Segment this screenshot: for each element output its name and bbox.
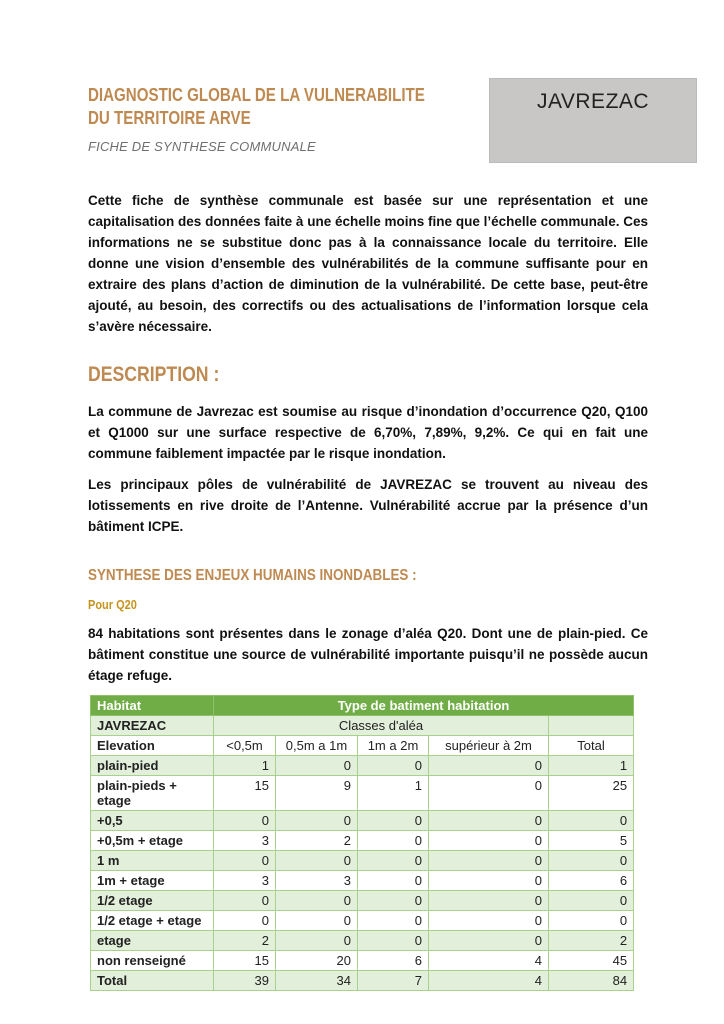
cell-value: 0 — [549, 891, 634, 911]
cell-value: 0 — [276, 891, 358, 911]
cell-value: 3 — [214, 871, 276, 891]
cell-value: 1 — [549, 756, 634, 776]
header-col-sup-2m: supérieur à 2m — [429, 736, 549, 756]
table-row — [91, 776, 634, 811]
cell-value: 1 — [358, 776, 429, 811]
table-header-row-1 — [91, 696, 634, 716]
row-label: 1 m — [91, 851, 214, 871]
cell-value: 0 — [429, 851, 549, 871]
cell-value: 25 — [549, 776, 634, 811]
page-header — [0, 0, 724, 163]
cell-value: 3 — [214, 831, 276, 851]
cell-value: 0 — [429, 911, 549, 931]
row-label: +0,5 — [91, 811, 214, 831]
row-label: etage — [91, 931, 214, 951]
header-elevation: Elevation — [91, 736, 214, 756]
cell-value: 0 — [358, 811, 429, 831]
cell-value: 0 — [276, 811, 358, 831]
table-row — [91, 951, 634, 971]
cell-value: 45 — [549, 951, 634, 971]
description-heading: DESCRIPTION : — [88, 363, 220, 386]
table-row — [91, 911, 634, 931]
cell-value: 6 — [549, 871, 634, 891]
row-label: 1/2 etage — [91, 891, 214, 911]
cell-value: 0 — [358, 756, 429, 776]
cell-value: 1 — [214, 756, 276, 776]
description-paragraph-1: La commune de Javrezac est soumise au risque d’inondation d’occurrence Q20, Q100 et Q1000 sur une surface respective de 6,70%, 7,89%, 9,2%. Ce qui en fait une commune faiblement impactée par le risque inondation. — [88, 404, 648, 461]
row-label: +0,5m + etage — [91, 831, 214, 851]
cell-value: 34 — [276, 971, 358, 991]
cell-value: 9 — [276, 776, 358, 811]
synthese-heading: SYNTHESE DES ENJEUX HUMAINS INONDABLES : — [88, 567, 417, 584]
cell-value: 39 — [214, 971, 276, 991]
row-label: plain-pieds + etage — [91, 776, 214, 811]
header-habitat: Habitat — [91, 696, 214, 716]
cell-value: 0 — [549, 811, 634, 831]
table-row — [91, 756, 634, 776]
header-type-batiment: Type de batiment habitation — [214, 696, 634, 716]
cell-value: 0 — [276, 931, 358, 951]
description-paragraph-2: Les principaux pôles de vulnérabilité de JAVREZAC se trouvent au niveau des lotissements en rive droite de l’Antenne. Vulnérabilité accrue par la présence d’un bâtiment ICPE. — [88, 477, 648, 534]
cell-value: 2 — [214, 931, 276, 951]
cell-value: 0 — [429, 871, 549, 891]
row-label: Total — [91, 971, 214, 991]
page-content — [0, 190, 724, 991]
table-row — [91, 891, 634, 911]
cell-value: 0 — [429, 811, 549, 831]
cell-value: 0 — [429, 776, 549, 811]
header-col-lt05m: <0,5m — [214, 736, 276, 756]
cell-value: 0 — [358, 871, 429, 891]
intro-paragraph: Cette fiche de synthèse communale est basée sur une représentation et une capitalisation des données faite à une échelle moins fine que l’échelle communale. Ces informations ne se substitue donc pas à la connaissance locale du territoire. Elle donne une vision d’ensemble des vulnérabilités de la commune suffisante pour en extraire des plans d’action de diminution de la vulnérabilité. De cette base, peut-être ajouté, au besoin, des correctifs ou des actualisations de l’information lorsque cela s’avère nécessaire. — [88, 193, 648, 334]
cell-value: 0 — [429, 931, 549, 951]
cell-value: 0 — [429, 756, 549, 776]
cell-value: 0 — [358, 911, 429, 931]
table-row — [91, 871, 634, 891]
cell-value: 15 — [214, 951, 276, 971]
row-label: 1m + etage — [91, 871, 214, 891]
cell-value: 0 — [358, 851, 429, 871]
table-row — [91, 851, 634, 871]
table-header-row-2 — [91, 716, 634, 736]
table-row — [91, 831, 634, 851]
table-row — [91, 931, 634, 951]
cell-value: 0 — [214, 891, 276, 911]
cell-value: 0 — [549, 851, 634, 871]
commune-name: JAVREZAC — [536, 90, 650, 113]
cell-value: 0 — [214, 911, 276, 931]
header-classes-alea: Classes d'aléa — [214, 716, 549, 736]
row-label: 1/2 etage + etage — [91, 911, 214, 931]
cell-value: 0 — [429, 891, 549, 911]
header-commune: JAVREZAC — [91, 716, 214, 736]
q20-paragraph: 84 habitations sont présentes dans le zonage d’aléa Q20. Dont une de plain-pied. Ce bâtiment constitue une source de vulnérabilité importante puisqu’il ne possède aucun étage refuge. — [88, 626, 648, 683]
cell-value: 7 — [358, 971, 429, 991]
habitat-table-wrapper — [90, 695, 648, 991]
cell-value: 0 — [429, 831, 549, 851]
cell-value: 0 — [358, 891, 429, 911]
cell-value: 5 — [549, 831, 634, 851]
cell-value: 0 — [276, 851, 358, 871]
cell-value: 3 — [276, 871, 358, 891]
cell-value: 0 — [358, 931, 429, 951]
header-empty-cell — [549, 716, 634, 736]
header-col-1m-2m: 1m a 2m — [358, 736, 429, 756]
cell-value: 6 — [358, 951, 429, 971]
row-label: non renseigné — [91, 951, 214, 971]
cell-value: 0 — [276, 911, 358, 931]
cell-value: 84 — [549, 971, 634, 991]
cell-value: 15 — [214, 776, 276, 811]
cell-value: 0 — [358, 831, 429, 851]
document-subtitle: FICHE DE SYNTHESE COMMUNALE — [88, 139, 316, 154]
habitat-table — [90, 695, 634, 991]
cell-value: 4 — [429, 951, 549, 971]
document-title-line2: DU TERRITOIRE ARVE — [88, 108, 251, 128]
table-header-row-3 — [91, 736, 634, 756]
table-row — [91, 971, 634, 991]
cell-value: 20 — [276, 951, 358, 971]
cell-value: 2 — [549, 931, 634, 951]
header-col-05m-1m: 0,5m a 1m — [276, 736, 358, 756]
commune-name-box — [489, 78, 697, 163]
title-block — [88, 78, 489, 154]
cell-value: 0 — [276, 756, 358, 776]
cell-value: 0 — [214, 811, 276, 831]
document-title-line1: DIAGNOSTIC GLOBAL DE LA VULNERABILITE — [88, 85, 425, 105]
header-col-total: Total — [549, 736, 634, 756]
cell-value: 0 — [214, 851, 276, 871]
q20-subheading: Pour Q20 — [88, 598, 137, 612]
cell-value: 2 — [276, 831, 358, 851]
cell-value: 0 — [549, 911, 634, 931]
row-label: plain-pied — [91, 756, 214, 776]
cell-value: 4 — [429, 971, 549, 991]
table-row — [91, 811, 634, 831]
